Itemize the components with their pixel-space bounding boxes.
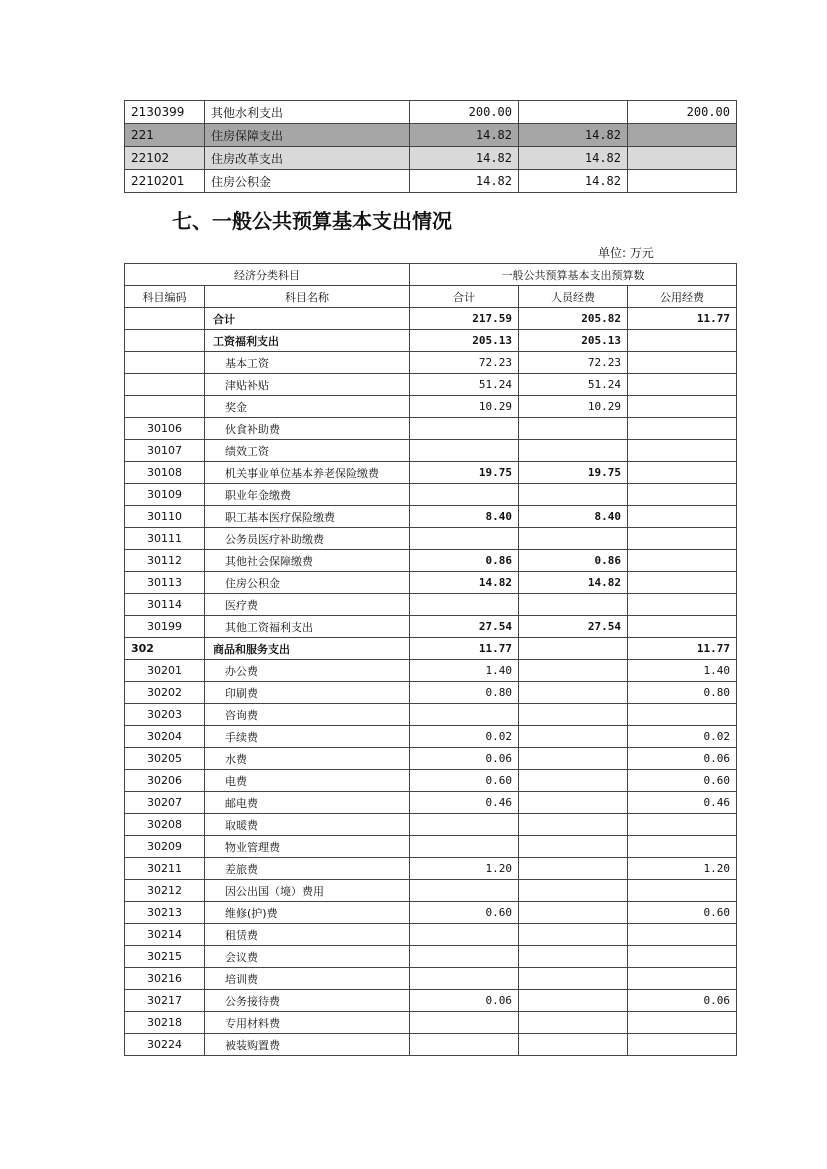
table-row: [125, 506, 737, 528]
row-code: 2130399: [125, 101, 205, 124]
table-row: [125, 902, 737, 924]
table-row: [125, 418, 737, 440]
row-total: [410, 418, 519, 440]
row-personnel: 8.40: [519, 506, 628, 528]
row-public: [628, 968, 737, 990]
row-code: 30205: [125, 748, 205, 770]
row-total: 8.40: [410, 506, 519, 528]
row-name: 会议费: [205, 946, 410, 968]
header-budget-amount: 一般公共预算基本支出预算数: [410, 264, 737, 286]
row-public: 0.60: [628, 770, 737, 792]
row-public: 11.77: [628, 308, 737, 330]
row-total: [410, 704, 519, 726]
row-total: 0.60: [410, 770, 519, 792]
row-public: [628, 1012, 737, 1034]
row-total: [410, 880, 519, 902]
row-total: 72.23: [410, 352, 519, 374]
row-code: 30213: [125, 902, 205, 924]
row-public: 11.77: [628, 638, 737, 660]
row-personnel: [519, 814, 628, 836]
row-name: 公务员医疗补助缴费: [205, 528, 410, 550]
table-row: [125, 572, 737, 594]
row-total: [410, 968, 519, 990]
row-personnel: 14.82: [519, 170, 628, 193]
row-total: 0.06: [410, 990, 519, 1012]
row-personnel: [519, 880, 628, 902]
row-code: 30109: [125, 484, 205, 506]
table-row: [125, 946, 737, 968]
row-public: [628, 124, 737, 147]
row-code: 302: [125, 638, 205, 660]
table-row: [125, 748, 737, 770]
row-total: 1.40: [410, 660, 519, 682]
row-personnel: [519, 101, 628, 124]
row-name: 维修(护)费: [205, 902, 410, 924]
row-public: 200.00: [628, 101, 737, 124]
header-group-row: [125, 264, 737, 286]
table-row: [125, 726, 737, 748]
row-code: 30107: [125, 440, 205, 462]
top-table: [124, 100, 737, 193]
row-personnel: [519, 902, 628, 924]
row-personnel: [519, 748, 628, 770]
row-code: 30201: [125, 660, 205, 682]
header-name: 科目名称: [205, 286, 410, 308]
row-name: 奖金: [205, 396, 410, 418]
row-total: [410, 924, 519, 946]
row-code: [125, 352, 205, 374]
row-total: [410, 1012, 519, 1034]
section-title: 七、一般公共预算基本支出情况: [172, 209, 452, 233]
row-total: 0.02: [410, 726, 519, 748]
row-name: 水费: [205, 748, 410, 770]
row-code: [125, 374, 205, 396]
row-code: 30111: [125, 528, 205, 550]
row-code: [125, 396, 205, 418]
table-row: [125, 352, 737, 374]
row-personnel: [519, 682, 628, 704]
row-name: 住房公积金: [205, 170, 410, 193]
row-total: 51.24: [410, 374, 519, 396]
row-personnel: [519, 594, 628, 616]
row-public: [628, 880, 737, 902]
row-code: 30224: [125, 1034, 205, 1056]
row-public: [628, 462, 737, 484]
row-personnel: [519, 792, 628, 814]
table-row: [125, 770, 737, 792]
row-name: 住房改革支出: [205, 147, 410, 170]
row-total: 1.20: [410, 858, 519, 880]
row-name: 办公费: [205, 660, 410, 682]
row-name: 取暖费: [205, 814, 410, 836]
row-total: 0.06: [410, 748, 519, 770]
table-row: [125, 858, 737, 880]
row-public: [628, 836, 737, 858]
row-personnel: [519, 946, 628, 968]
row-public: [628, 170, 737, 193]
row-name: 基本工资: [205, 352, 410, 374]
row-total: 0.60: [410, 902, 519, 924]
table-row: [125, 1034, 737, 1056]
row-personnel: 14.82: [519, 572, 628, 594]
table-body: [125, 308, 737, 1056]
row-code: 30206: [125, 770, 205, 792]
row-public: [628, 924, 737, 946]
row-total: [410, 528, 519, 550]
row-personnel: [519, 990, 628, 1012]
row-personnel: [519, 704, 628, 726]
row-code: 30106: [125, 418, 205, 440]
row-code: 30199: [125, 616, 205, 638]
row-code: 30212: [125, 880, 205, 902]
row-code: 30204: [125, 726, 205, 748]
table-row: [125, 660, 737, 682]
row-public: 1.40: [628, 660, 737, 682]
row-public: [628, 594, 737, 616]
header-total: 合计: [410, 286, 519, 308]
row-code: 30114: [125, 594, 205, 616]
row-public: [628, 506, 737, 528]
table-row: [125, 704, 737, 726]
table-row: [125, 594, 737, 616]
row-code: [125, 308, 205, 330]
row-personnel: [519, 924, 628, 946]
row-name: 其他水利支出: [205, 101, 410, 124]
row-personnel: 51.24: [519, 374, 628, 396]
row-personnel: 10.29: [519, 396, 628, 418]
row-public: [628, 440, 737, 462]
row-personnel: 72.23: [519, 352, 628, 374]
row-code: 30112: [125, 550, 205, 572]
table-row: [125, 792, 737, 814]
row-personnel: [519, 660, 628, 682]
row-name: 手续费: [205, 726, 410, 748]
row-name: 绩效工资: [205, 440, 410, 462]
row-personnel: [519, 418, 628, 440]
row-personnel: [519, 1012, 628, 1034]
row-total: [410, 594, 519, 616]
row-name: 培训费: [205, 968, 410, 990]
row-code: 30215: [125, 946, 205, 968]
row-public: [628, 418, 737, 440]
row-public: 0.46: [628, 792, 737, 814]
row-total: 217.59: [410, 308, 519, 330]
row-name: 住房公积金: [205, 572, 410, 594]
table-row: [125, 968, 737, 990]
row-total: 19.75: [410, 462, 519, 484]
row-code: 30108: [125, 462, 205, 484]
table-row: [125, 638, 737, 660]
row-public: [628, 704, 737, 726]
row-personnel: 19.75: [519, 462, 628, 484]
row-total: 0.86: [410, 550, 519, 572]
row-name: 住房保障支出: [205, 124, 410, 147]
header-public: 公用经费: [628, 286, 737, 308]
header-economic-category: 经济分类科目: [125, 264, 410, 286]
row-total: [410, 1034, 519, 1056]
table-row: [125, 836, 737, 858]
row-code: 2210201: [125, 170, 205, 193]
row-total: 205.13: [410, 330, 519, 352]
table-header: [125, 264, 737, 308]
row-name: 合计: [205, 308, 410, 330]
row-name: 电费: [205, 770, 410, 792]
row-total: 14.82: [410, 170, 519, 193]
row-code: 30110: [125, 506, 205, 528]
row-personnel: [519, 836, 628, 858]
row-public: [628, 572, 737, 594]
row-personnel: 27.54: [519, 616, 628, 638]
row-public: 1.20: [628, 858, 737, 880]
row-personnel: 14.82: [519, 147, 628, 170]
row-code: 30218: [125, 1012, 205, 1034]
unit-label: 单位: 万元: [598, 246, 654, 260]
row-personnel: 0.86: [519, 550, 628, 572]
row-total: 27.54: [410, 616, 519, 638]
row-public: 0.06: [628, 748, 737, 770]
row-personnel: [519, 726, 628, 748]
row-name: 职业年金缴费: [205, 484, 410, 506]
row-personnel: [519, 638, 628, 660]
row-personnel: 205.82: [519, 308, 628, 330]
row-public: [628, 814, 737, 836]
table-row: [125, 990, 737, 1012]
row-public: 0.80: [628, 682, 737, 704]
row-total: 0.46: [410, 792, 519, 814]
row-total: [410, 440, 519, 462]
row-code: 221: [125, 124, 205, 147]
table-row: [125, 462, 737, 484]
row-name: 伙食补助费: [205, 418, 410, 440]
row-code: 30217: [125, 990, 205, 1012]
row-public: [628, 396, 737, 418]
row-public: [628, 616, 737, 638]
row-name: 商品和服务支出: [205, 638, 410, 660]
row-personnel: [519, 484, 628, 506]
row-personnel: 14.82: [519, 124, 628, 147]
row-code: [125, 330, 205, 352]
row-name: 津贴补贴: [205, 374, 410, 396]
header-code: 科目编码: [125, 286, 205, 308]
row-name: 其他工资福利支出: [205, 616, 410, 638]
row-name: 医疗费: [205, 594, 410, 616]
row-name: 公务接待费: [205, 990, 410, 1012]
table-row: [125, 330, 737, 352]
row-name: 差旅费: [205, 858, 410, 880]
row-total: [410, 836, 519, 858]
table-row: [125, 308, 737, 330]
row-public: [628, 484, 737, 506]
row-code: 30208: [125, 814, 205, 836]
row-personnel: [519, 1034, 628, 1056]
row-name: 租赁费: [205, 924, 410, 946]
row-name: 专用材料费: [205, 1012, 410, 1034]
table-row: [125, 880, 737, 902]
row-public: [628, 330, 737, 352]
row-name: 其他社会保障缴费: [205, 550, 410, 572]
header-column-row: [125, 286, 737, 308]
row-total: 14.82: [410, 147, 519, 170]
row-code: 30202: [125, 682, 205, 704]
top-table-row: [125, 124, 737, 147]
row-total: [410, 814, 519, 836]
row-total: [410, 946, 519, 968]
row-public: [628, 528, 737, 550]
row-code: 30216: [125, 968, 205, 990]
top-table-row: [125, 101, 737, 124]
row-code: 30211: [125, 858, 205, 880]
row-code: 30203: [125, 704, 205, 726]
table-row: [125, 528, 737, 550]
row-code: 22102: [125, 147, 205, 170]
row-total: 14.82: [410, 572, 519, 594]
row-personnel: [519, 440, 628, 462]
row-public: 0.06: [628, 990, 737, 1012]
basic-expenditure-table: [124, 263, 737, 1056]
table-row: [125, 440, 737, 462]
row-name: 物业管理费: [205, 836, 410, 858]
row-total: [410, 484, 519, 506]
row-name: 工资福利支出: [205, 330, 410, 352]
row-total: 0.80: [410, 682, 519, 704]
table-row: [125, 924, 737, 946]
top-table-row: [125, 147, 737, 170]
row-total: 200.00: [410, 101, 519, 124]
row-total: 10.29: [410, 396, 519, 418]
row-personnel: 205.13: [519, 330, 628, 352]
row-public: [628, 352, 737, 374]
row-public: [628, 550, 737, 572]
table-row: [125, 1012, 737, 1034]
row-name: 邮电费: [205, 792, 410, 814]
row-total: 14.82: [410, 124, 519, 147]
row-public: [628, 1034, 737, 1056]
table-row: [125, 682, 737, 704]
top-table-body: [125, 101, 737, 193]
header-personnel: 人员经费: [519, 286, 628, 308]
row-name: 职工基本医疗保险缴费: [205, 506, 410, 528]
row-public: 0.02: [628, 726, 737, 748]
row-name: 机关事业单位基本养老保险缴费: [205, 462, 410, 484]
row-personnel: [519, 528, 628, 550]
table-row: [125, 814, 737, 836]
row-personnel: [519, 858, 628, 880]
row-personnel: [519, 770, 628, 792]
row-code: 30113: [125, 572, 205, 594]
table-row: [125, 484, 737, 506]
row-personnel: [519, 968, 628, 990]
row-total: 11.77: [410, 638, 519, 660]
row-code: 30207: [125, 792, 205, 814]
table-row: [125, 616, 737, 638]
row-code: 30209: [125, 836, 205, 858]
row-public: [628, 147, 737, 170]
row-public: 0.60: [628, 902, 737, 924]
table-row: [125, 550, 737, 572]
top-table-row: [125, 170, 737, 193]
row-name: 因公出国（境）费用: [205, 880, 410, 902]
row-name: 咨询费: [205, 704, 410, 726]
table-row: [125, 374, 737, 396]
row-name: 被装购置费: [205, 1034, 410, 1056]
row-public: [628, 374, 737, 396]
row-code: 30214: [125, 924, 205, 946]
table-row: [125, 396, 737, 418]
row-name: 印刷费: [205, 682, 410, 704]
row-public: [628, 946, 737, 968]
